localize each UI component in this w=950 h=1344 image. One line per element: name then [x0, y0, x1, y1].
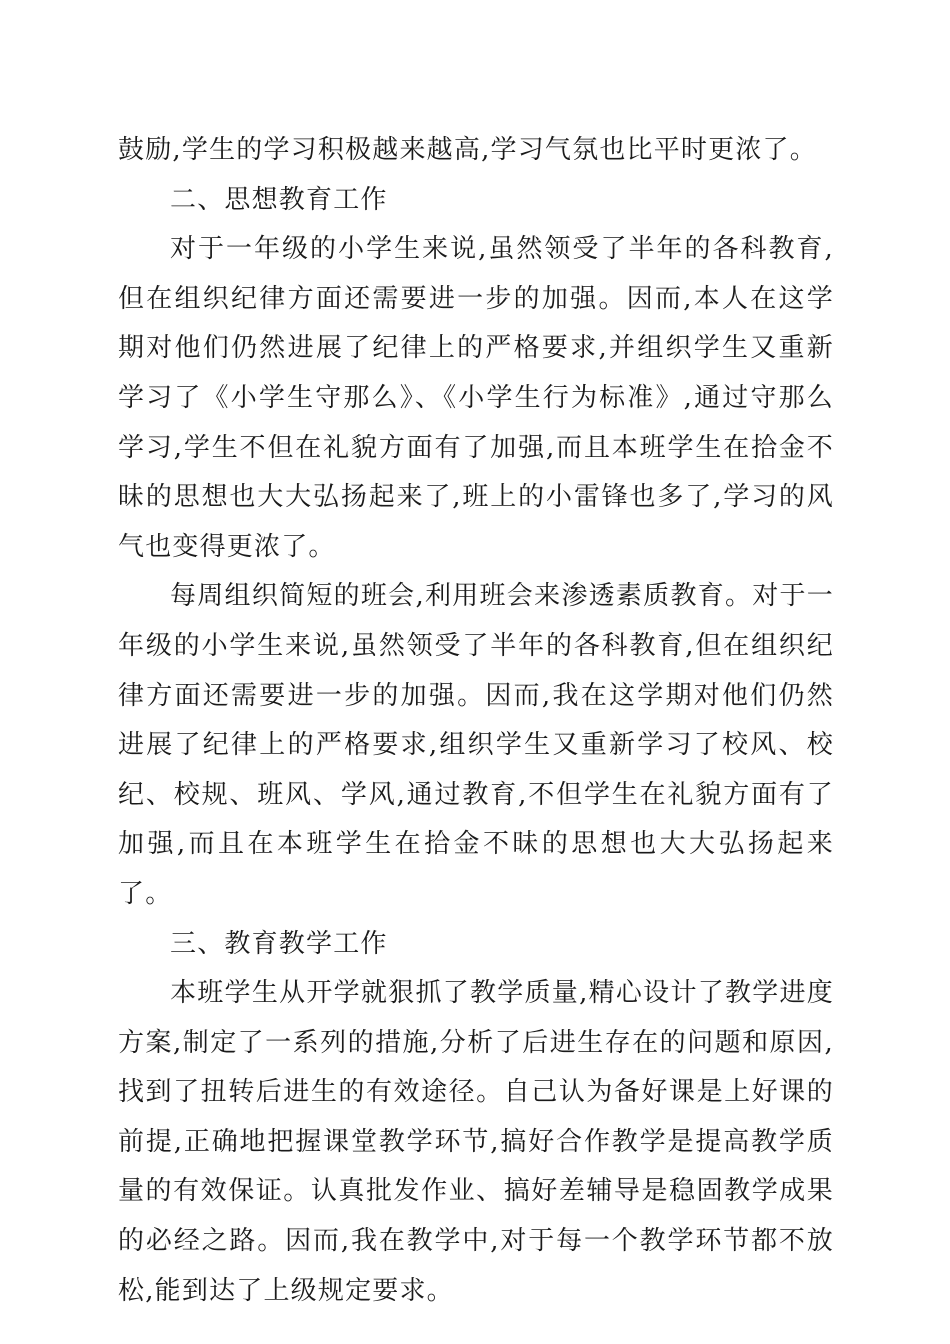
paragraph: 本班学生从开学就狠抓了教学质量,精心设计了教学进度方案,制定了一系列的措施,分析了后进生存在的问题和原因,找到了扭转后进生的有效途径。自己认为备好课是上好课的前提,正确地把握课堂教学环节,搞好合作教学是提高教学质量的有效保证。认真批发作业、搞好差辅导是稳固教学成果的必经之路。因而,我在教学中,对于每一个教学环节都不放松,能到达了上级规定要求。	[118, 978, 834, 1306]
section-heading-teaching-work: 三、教育教学工作	[170, 928, 388, 959]
document-body	[118, 126, 834, 1316]
paragraph: 每周组织简短的班会,利用班会来渗透素质教育。对于一年级的小学生来说,虽然领受了半年的各科教育,但在组织纪律方面还需要进一步的加强。因而,我在这学期对他们仍然进展了纪律上的严格要求,组织学生又重新学习了校风、校纪、校规、班风、学风,通过教育,不但学生在礼貌方面有了加强,而且在本班学生在拾金不昧的思想也大大弘扬起来了。	[118, 581, 834, 909]
paragraph: 对于一年级的小学生来说,虽然领受了半年的各科教育,但在组织纪律方面还需要进一步的加强。因而,本人在这学期对他们仍然进展了纪律上的严格要求,并组织学生又重新学习了《小学生守那么》、《小学生行为标准》,通过守那么学习,学生不但在礼貌方面有了加强,而且本班学生在拾金不昧的思想也大大弘扬起来了,班上的小雷锋也多了,学习的风气也变得更浓了。	[118, 234, 834, 562]
paragraph-continued: 鼓励,学生的学习积极越来越高,学习气氛也比平时更浓了。	[118, 135, 817, 165]
section-heading-ideology-education: 二、思想教育工作	[170, 184, 388, 215]
